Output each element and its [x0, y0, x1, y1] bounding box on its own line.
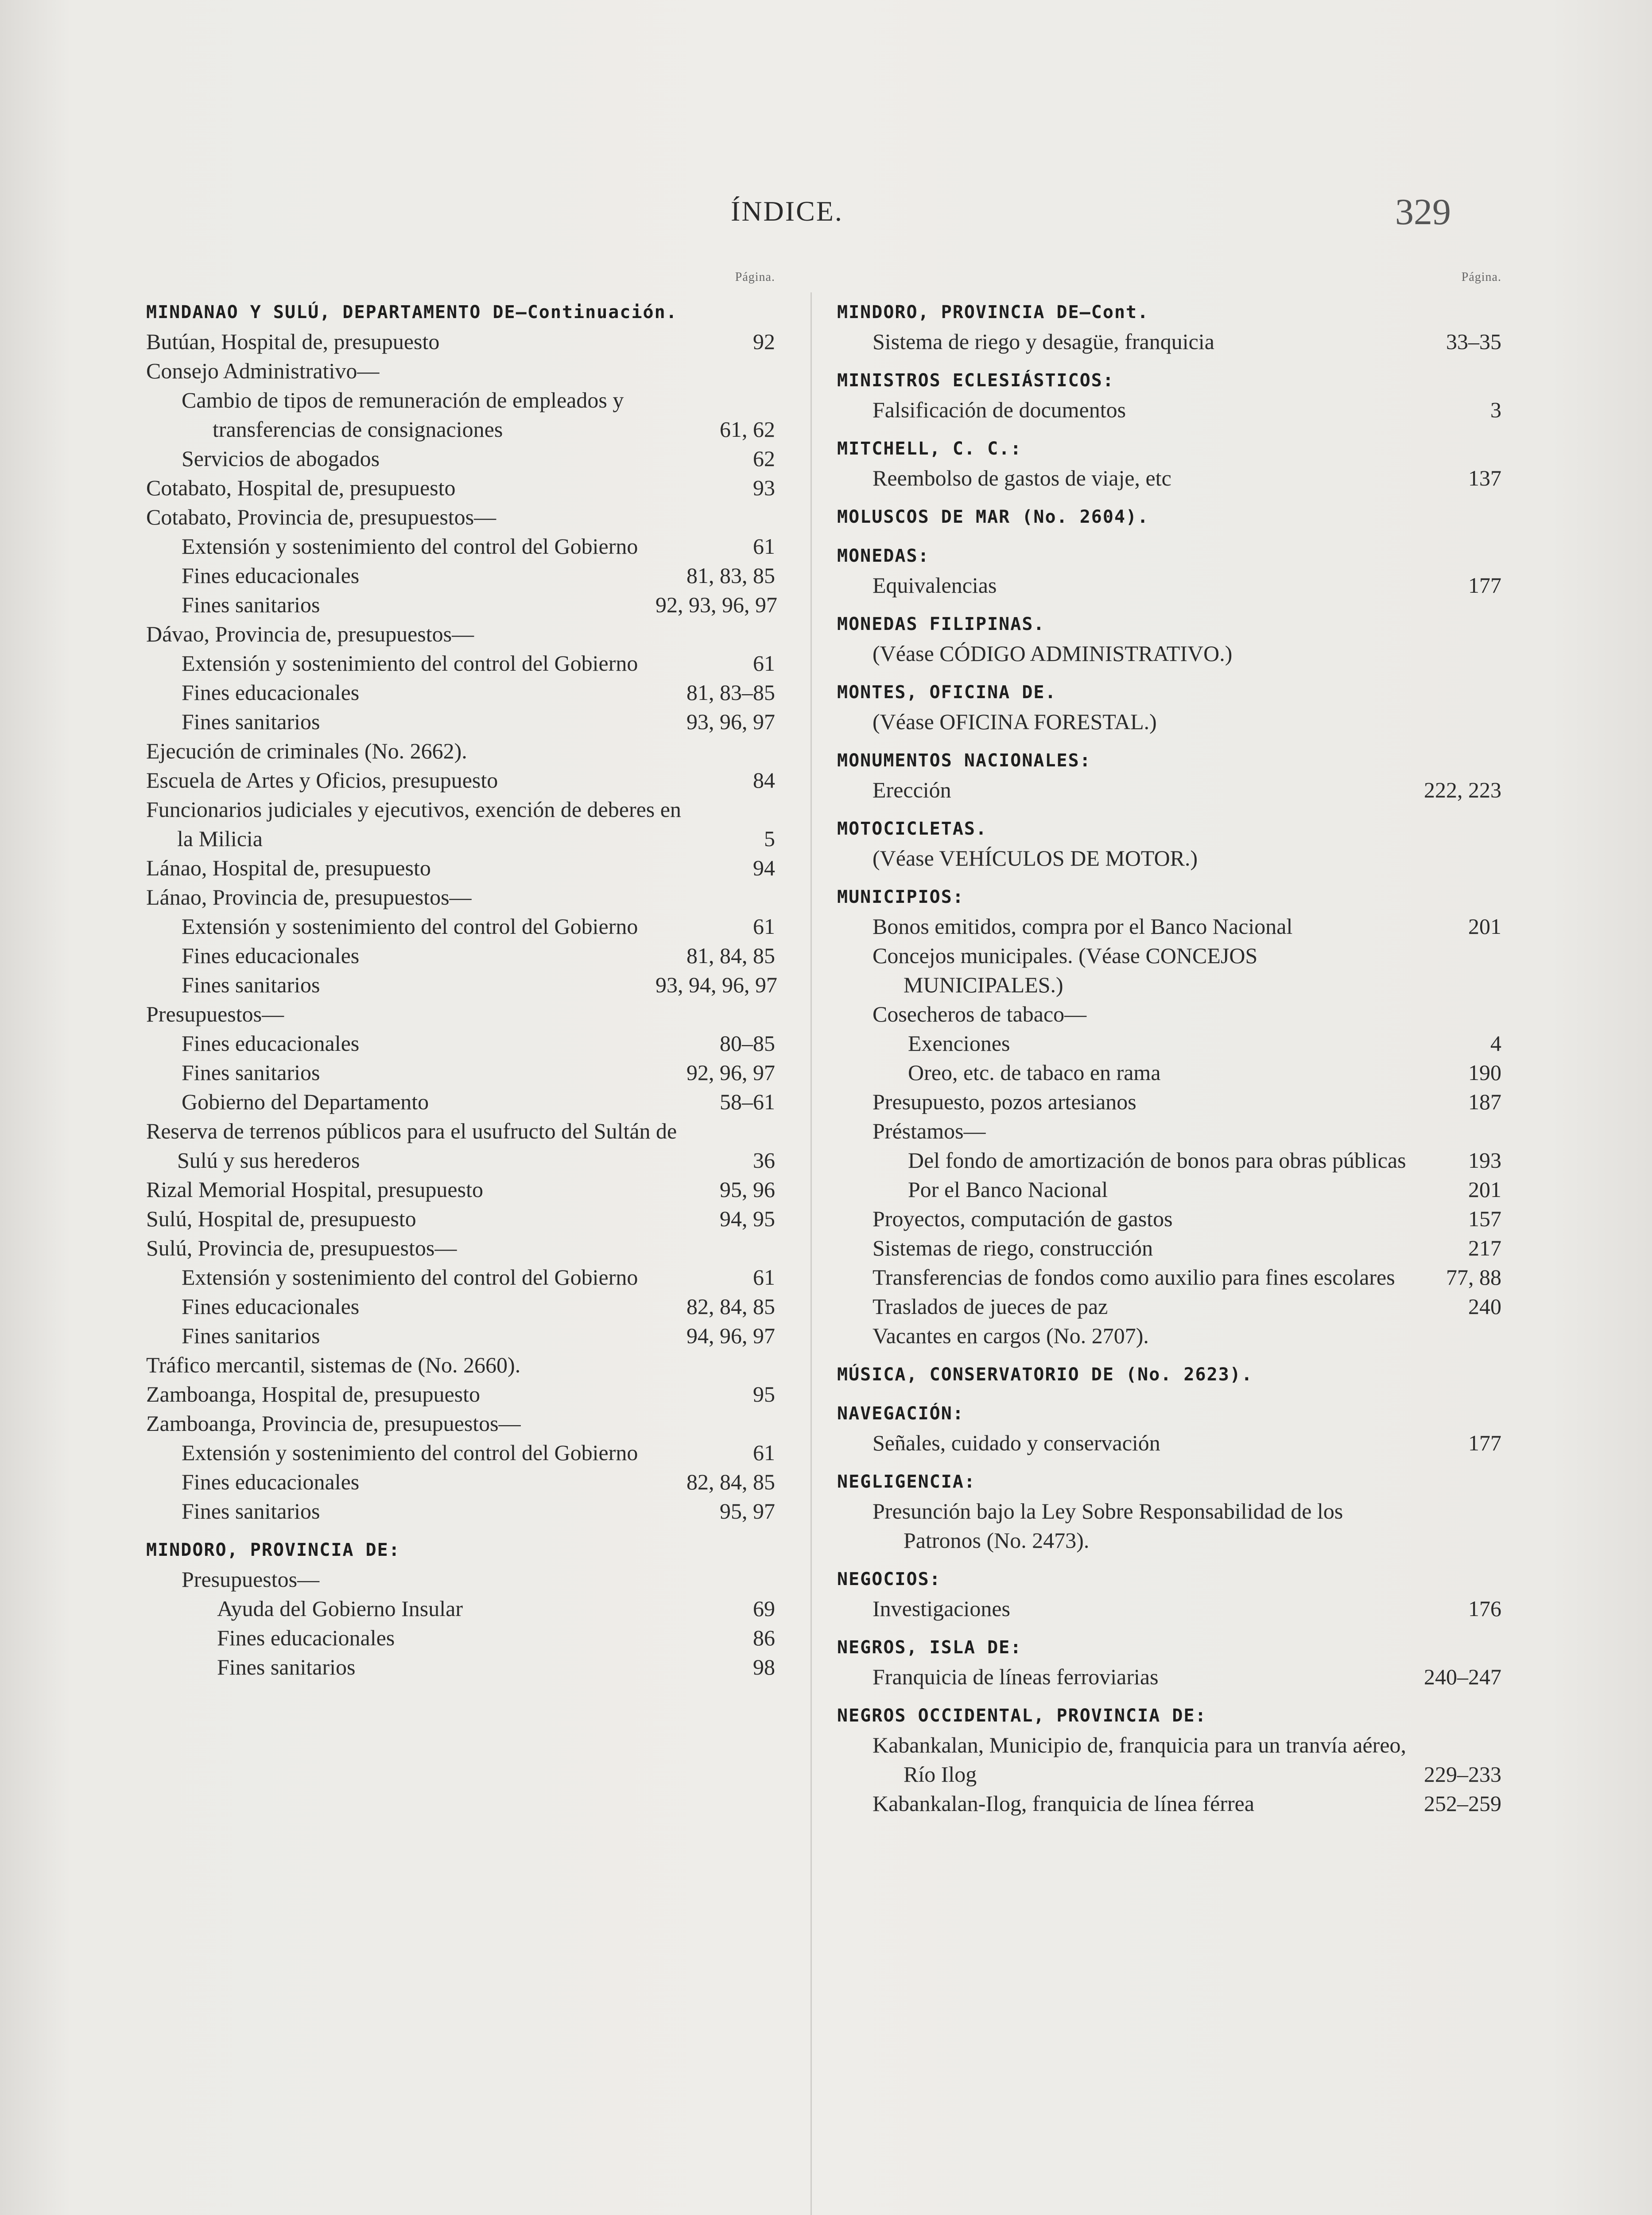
entry-page-ref: 5	[764, 826, 775, 851]
entry-text: Funcionarios judiciales y ejecutivos, exención de deberes en la Milicia	[146, 797, 681, 851]
entry-text: Fines sanitarios	[182, 1323, 320, 1348]
entry-text: Ayuda del Gobierno Insular	[217, 1596, 463, 1621]
index-entry	[837, 1263, 1501, 1292]
pagina-label: Página.	[735, 270, 775, 284]
index-entry	[146, 561, 775, 590]
index-entry	[146, 1116, 775, 1175]
entry-text: (Véase OFICINA FORESTAL.)	[873, 709, 1157, 734]
index-heading: NEGROS OCCIDENTAL, PROVINCIA DE:	[837, 1706, 1207, 1726]
entry-page-ref: 193	[1468, 1148, 1501, 1173]
entry-page-ref: 92	[753, 329, 775, 354]
entry-text: Dávao, Provincia de, presupuestos—	[146, 622, 474, 646]
entry-page-ref: 81, 83, 85	[686, 563, 775, 588]
entry-page-ref: 190	[1468, 1060, 1501, 1085]
entry-text: Zamboanga, Provincia de, presupuestos—	[146, 1411, 521, 1436]
entry-text: Franquicia de líneas ferroviarias	[873, 1664, 1159, 1689]
index-heading: MÚSICA, CONSERVATORIO DE (No. 2623).	[837, 1364, 1253, 1385]
entry-page-ref: 82, 84, 85	[686, 1294, 775, 1319]
index-entry	[837, 1175, 1501, 1204]
index-entry	[837, 1496, 1501, 1555]
index-entry	[146, 1467, 775, 1496]
index-heading: MONEDAS FILIPINAS.	[837, 614, 1045, 634]
entry-page-ref: 95, 97	[720, 1499, 775, 1523]
entry-page-ref: 4	[1490, 1031, 1501, 1056]
entry-page-ref: 61	[753, 914, 775, 939]
entry-text: Extensión y sostenimiento del control del Gobierno	[182, 1440, 638, 1465]
entry-text: Investigaciones	[873, 1596, 1011, 1621]
index-heading: MINDANAO Y SULÚ, DEPARTAMENTO DE—Continuación.	[146, 302, 678, 323]
entry-page-ref: 94, 96, 97	[686, 1323, 775, 1348]
entry-page-ref: 252–259	[1424, 1791, 1501, 1816]
entry-text: Fines sanitarios	[217, 1655, 356, 1679]
entry-text: Butúan, Hospital de, presupuesto	[146, 329, 440, 354]
index-entry	[146, 1321, 775, 1350]
entry-text: Gobierno del Departamento	[182, 1089, 429, 1114]
index-entry	[146, 473, 775, 502]
entry-page-ref: 94	[753, 855, 775, 880]
entry-text: Extensión y sostenimiento del control del Gobierno	[182, 1265, 638, 1290]
entry-text: Sistemas de riego, construcción	[873, 1236, 1153, 1260]
index-entry	[146, 1438, 775, 1467]
index-entry	[146, 1594, 775, 1623]
entry-text: Presupuestos—	[146, 1002, 284, 1026]
entry-page-ref: 217	[1468, 1236, 1501, 1260]
index-entry	[837, 1233, 1501, 1263]
index-entry	[837, 1730, 1501, 1789]
index-entry	[146, 590, 775, 619]
index-entry	[837, 395, 1501, 424]
running-head	[0, 191, 1652, 248]
entry-page-ref: 177	[1468, 573, 1501, 598]
entry-text: Extensión y sostenimiento del control del Gobierno	[182, 914, 638, 939]
entry-text: Equivalencias	[873, 573, 997, 598]
entry-page-ref: 33–35	[1446, 329, 1501, 354]
page-number: 329	[1395, 191, 1451, 233]
entry-page-ref: 240	[1468, 1294, 1501, 1319]
entry-text: Tráfico mercantil, sistemas de (No. 2660).	[146, 1352, 521, 1377]
index-entry	[837, 1292, 1501, 1321]
entry-page-ref: 157	[1468, 1206, 1501, 1231]
index-entry	[146, 1652, 775, 1682]
entry-page-ref: 3	[1490, 397, 1501, 422]
entry-page-ref: 86	[753, 1625, 775, 1650]
index-entry	[837, 571, 1501, 600]
index-list-right	[837, 298, 1501, 1818]
index-entry	[146, 502, 775, 532]
entry-text: Extensión y sostenimiento del control del Gobierno	[182, 534, 638, 559]
index-entry	[146, 1029, 775, 1058]
index-entry	[837, 1029, 1501, 1058]
entry-page-ref: 94, 95	[720, 1206, 775, 1231]
entry-page-ref: 80–85	[720, 1031, 775, 1056]
entry-text: Fines educacionales	[182, 680, 360, 705]
entry-text: Cosecheros de tabaco—	[873, 1002, 1087, 1026]
entry-page-ref: 81, 83–85	[686, 680, 775, 705]
index-entry	[146, 1623, 775, 1652]
entry-text: Presupuesto, pozos artesianos	[873, 1089, 1136, 1114]
entry-text: Fines educacionales	[182, 1469, 360, 1494]
entry-text: Sulú, Provincia de, presupuestos—	[146, 1236, 457, 1260]
index-entry	[837, 463, 1501, 493]
index-entry	[837, 1594, 1501, 1623]
entry-text: Fines sanitarios	[182, 592, 320, 617]
index-entry	[146, 1496, 775, 1526]
index-entry	[837, 639, 1501, 668]
entry-page-ref: 61	[753, 651, 775, 676]
entry-text: Fines sanitarios	[182, 709, 320, 734]
entry-page-ref: 98	[753, 1655, 775, 1679]
index-entry	[146, 1175, 775, 1204]
entry-page-ref: 229–233	[1424, 1762, 1501, 1787]
entry-text: Por el Banco Nacional	[908, 1177, 1108, 1202]
entry-text: Servicios de abogados	[182, 446, 380, 471]
index-entry	[146, 707, 775, 736]
entry-text: Del fondo de amortización de bonos para obras públicas	[908, 1148, 1406, 1173]
index-entry	[146, 853, 775, 882]
index-entry	[837, 327, 1501, 356]
entry-text: Préstamos—	[873, 1119, 986, 1143]
entry-page-ref: 137	[1468, 466, 1501, 490]
index-entry	[837, 1428, 1501, 1457]
entry-page-ref: 61	[753, 534, 775, 559]
entry-page-ref: 176	[1468, 1596, 1501, 1621]
index-entry	[146, 1565, 775, 1594]
entry-page-ref: 36	[753, 1148, 775, 1173]
entry-text: Proyectos, computación de gastos	[873, 1206, 1173, 1231]
index-column-left	[146, 270, 775, 1682]
index-heading: MINDORO, PROVINCIA DE—Cont.	[837, 302, 1149, 323]
index-heading: MOTOCICLETAS.	[837, 819, 988, 839]
entry-text: Extensión y sostenimiento del control del Gobierno	[182, 651, 638, 676]
index-entry	[837, 775, 1501, 804]
entry-text: Fines educacionales	[217, 1625, 395, 1650]
entry-text: Concejos municipales. (Véase CONCEJOS MUNICIPALES.)	[873, 943, 1258, 997]
entry-text: Escuela de Artes y Oficios, presupuesto	[146, 768, 498, 793]
index-entry	[146, 619, 775, 649]
entry-page-ref: 93, 96, 97	[686, 709, 775, 734]
entry-text: Presupuestos—	[182, 1567, 320, 1592]
index-heading: MOLUSCOS DE MAR (No. 2604).	[837, 507, 1149, 527]
index-heading: NEGROS, ISLA DE:	[837, 1637, 1022, 1658]
index-heading: NEGLIGENCIA:	[837, 1472, 976, 1492]
entry-text: Zamboanga, Hospital de, presupuesto	[146, 1382, 480, 1407]
entry-text: (Véase CÓDIGO ADMINISTRATIVO.)	[873, 641, 1233, 666]
entry-text: Sulú, Hospital de, presupuesto	[146, 1206, 416, 1231]
index-entry	[146, 649, 775, 678]
index-entry	[146, 385, 775, 444]
entry-text: Lánao, Provincia de, presupuestos—	[146, 885, 472, 909]
index-column-right	[837, 270, 1501, 1818]
entry-text: Sistema de riego y desagüe, franquicia	[873, 329, 1214, 354]
entry-text: Oreo, etc. de tabaco en rama	[908, 1060, 1161, 1085]
index-list-left	[146, 298, 775, 1682]
index-entry	[837, 1789, 1501, 1818]
page-title: ÍNDICE.	[731, 195, 843, 227]
index-entry	[146, 882, 775, 912]
index-entry	[146, 1380, 775, 1409]
index-entry	[146, 736, 775, 766]
index-entry	[146, 1058, 775, 1087]
entry-page-ref: 187	[1468, 1089, 1501, 1114]
index-entry	[837, 1116, 1501, 1146]
entry-text: (Véase VEHÍCULOS DE MOTOR.)	[873, 846, 1198, 870]
column-divider	[810, 292, 812, 2215]
entry-page-ref: 62	[753, 446, 775, 471]
index-entry	[837, 999, 1501, 1029]
entry-text: Kabankalan, Municipio de, franquicia para un tranvía aéreo, Río Ilog	[873, 1733, 1407, 1787]
entry-text: Exenciones	[908, 1031, 1010, 1056]
index-entry	[146, 1233, 775, 1263]
index-entry	[837, 1204, 1501, 1233]
index-entry	[837, 843, 1501, 873]
index-entry	[146, 327, 775, 356]
entry-text: Fines educacionales	[182, 943, 360, 968]
entry-text: Fines educacionales	[182, 1031, 360, 1056]
entry-page-ref: 61	[753, 1265, 775, 1290]
entry-page-ref: 61	[753, 1440, 775, 1465]
pagina-label: Página.	[1461, 270, 1501, 284]
entry-text: Fines sanitarios	[182, 972, 320, 997]
index-entry	[837, 1146, 1501, 1175]
index-entry	[837, 1087, 1501, 1116]
index-heading: MITCHELL, C. C.:	[837, 439, 1022, 459]
entry-text: Cotabato, Provincia de, presupuestos—	[146, 505, 496, 529]
entry-text: Fines educacionales	[182, 1294, 360, 1319]
entry-text: Transferencias de fondos como auxilio para fines escolares	[873, 1265, 1395, 1290]
index-entry	[146, 1292, 775, 1321]
index-entry	[146, 1350, 775, 1380]
entry-text: Presunción bajo la Ley Sobre Responsabilidad de los Patronos (No. 2473).	[873, 1499, 1343, 1553]
entry-text: Cotabato, Hospital de, presupuesto	[146, 475, 456, 500]
entry-page-ref: 93, 94, 96, 97	[655, 972, 777, 997]
entry-page-ref: 95, 96	[720, 1177, 775, 1202]
entry-text: Reembolso de gastos de viaje, etc	[873, 466, 1171, 490]
index-entry	[146, 356, 775, 385]
index-entry	[837, 941, 1501, 999]
entry-text: Erección	[873, 777, 951, 802]
entry-page-ref: 177	[1468, 1430, 1501, 1455]
index-entry	[146, 678, 775, 707]
index-entry	[146, 999, 775, 1029]
index-heading: NAVEGACIÓN:	[837, 1403, 964, 1424]
entry-text: Falsificación de documentos	[873, 397, 1126, 422]
entry-page-ref: 201	[1468, 914, 1501, 939]
index-entry	[146, 766, 775, 795]
index-entry	[837, 1662, 1501, 1691]
entry-text: Bonos emitidos, compra por el Banco Nacional	[873, 914, 1293, 939]
entry-page-ref: 92, 93, 96, 97	[655, 592, 777, 617]
entry-page-ref: 240–247	[1424, 1664, 1501, 1689]
index-entry	[146, 444, 775, 473]
entry-text: Reserva de terrenos públicos para el usufructo del Sultán de Sulú y sus herederos	[146, 1119, 677, 1173]
index-entry	[146, 912, 775, 941]
entry-page-ref: 77, 88	[1446, 1265, 1501, 1290]
index-heading: MONEDAS:	[837, 546, 930, 566]
index-heading: NEGOCIOS:	[837, 1569, 941, 1589]
index-entry	[146, 795, 775, 853]
entry-page-ref: 222, 223	[1424, 777, 1501, 802]
entry-page-ref: 61, 62	[720, 417, 775, 442]
entry-text: Señales, cuidado y conservación	[873, 1430, 1160, 1455]
entry-text: Kabankalan-Ilog, franquicia de línea férrea	[873, 1791, 1255, 1816]
entry-text: Consejo Administrativo—	[146, 358, 380, 383]
entry-text: Ejecución de criminales (No. 2662).	[146, 738, 467, 763]
index-heading: MONUMENTOS NACIONALES:	[837, 750, 1091, 771]
index-heading: MINISTROS ECLESIÁSTICOS:	[837, 370, 1114, 391]
index-entry	[146, 970, 775, 999]
index-entry	[837, 912, 1501, 941]
entry-page-ref: 84	[753, 768, 775, 793]
entry-text: Lánao, Hospital de, presupuesto	[146, 855, 431, 880]
entry-page-ref: 201	[1468, 1177, 1501, 1202]
index-entry	[146, 1087, 775, 1116]
entry-page-ref: 69	[753, 1596, 775, 1621]
index-entry	[146, 1204, 775, 1233]
index-heading: MONTES, OFICINA DE.	[837, 682, 1057, 703]
index-entry	[837, 1321, 1501, 1350]
entry-text: Cambio de tipos de remuneración de empleados y transferencias de consignaciones	[182, 388, 624, 442]
index-entry	[837, 1058, 1501, 1087]
index-entry	[837, 707, 1501, 736]
entry-page-ref: 93	[753, 475, 775, 500]
index-heading: MUNICIPIOS:	[837, 887, 964, 907]
index-entry	[146, 1263, 775, 1292]
entry-page-ref: 95	[753, 1382, 775, 1407]
index-heading: MINDORO, PROVINCIA DE:	[146, 1540, 400, 1560]
entry-page-ref: 58–61	[720, 1089, 775, 1114]
entry-text: Fines sanitarios	[182, 1499, 320, 1523]
index-entry	[146, 941, 775, 970]
entry-text: Rizal Memorial Hospital, presupuesto	[146, 1177, 483, 1202]
entry-text: Traslados de jueces de paz	[873, 1294, 1108, 1319]
entry-page-ref: 92, 96, 97	[686, 1060, 775, 1085]
entry-text: Fines educacionales	[182, 563, 360, 588]
entry-page-ref: 82, 84, 85	[686, 1469, 775, 1494]
entry-page-ref: 81, 84, 85	[686, 943, 775, 968]
index-entry	[146, 1409, 775, 1438]
entry-text: Fines sanitarios	[182, 1060, 320, 1085]
index-entry	[146, 532, 775, 561]
entry-text: Vacantes en cargos (No. 2707).	[873, 1323, 1149, 1348]
